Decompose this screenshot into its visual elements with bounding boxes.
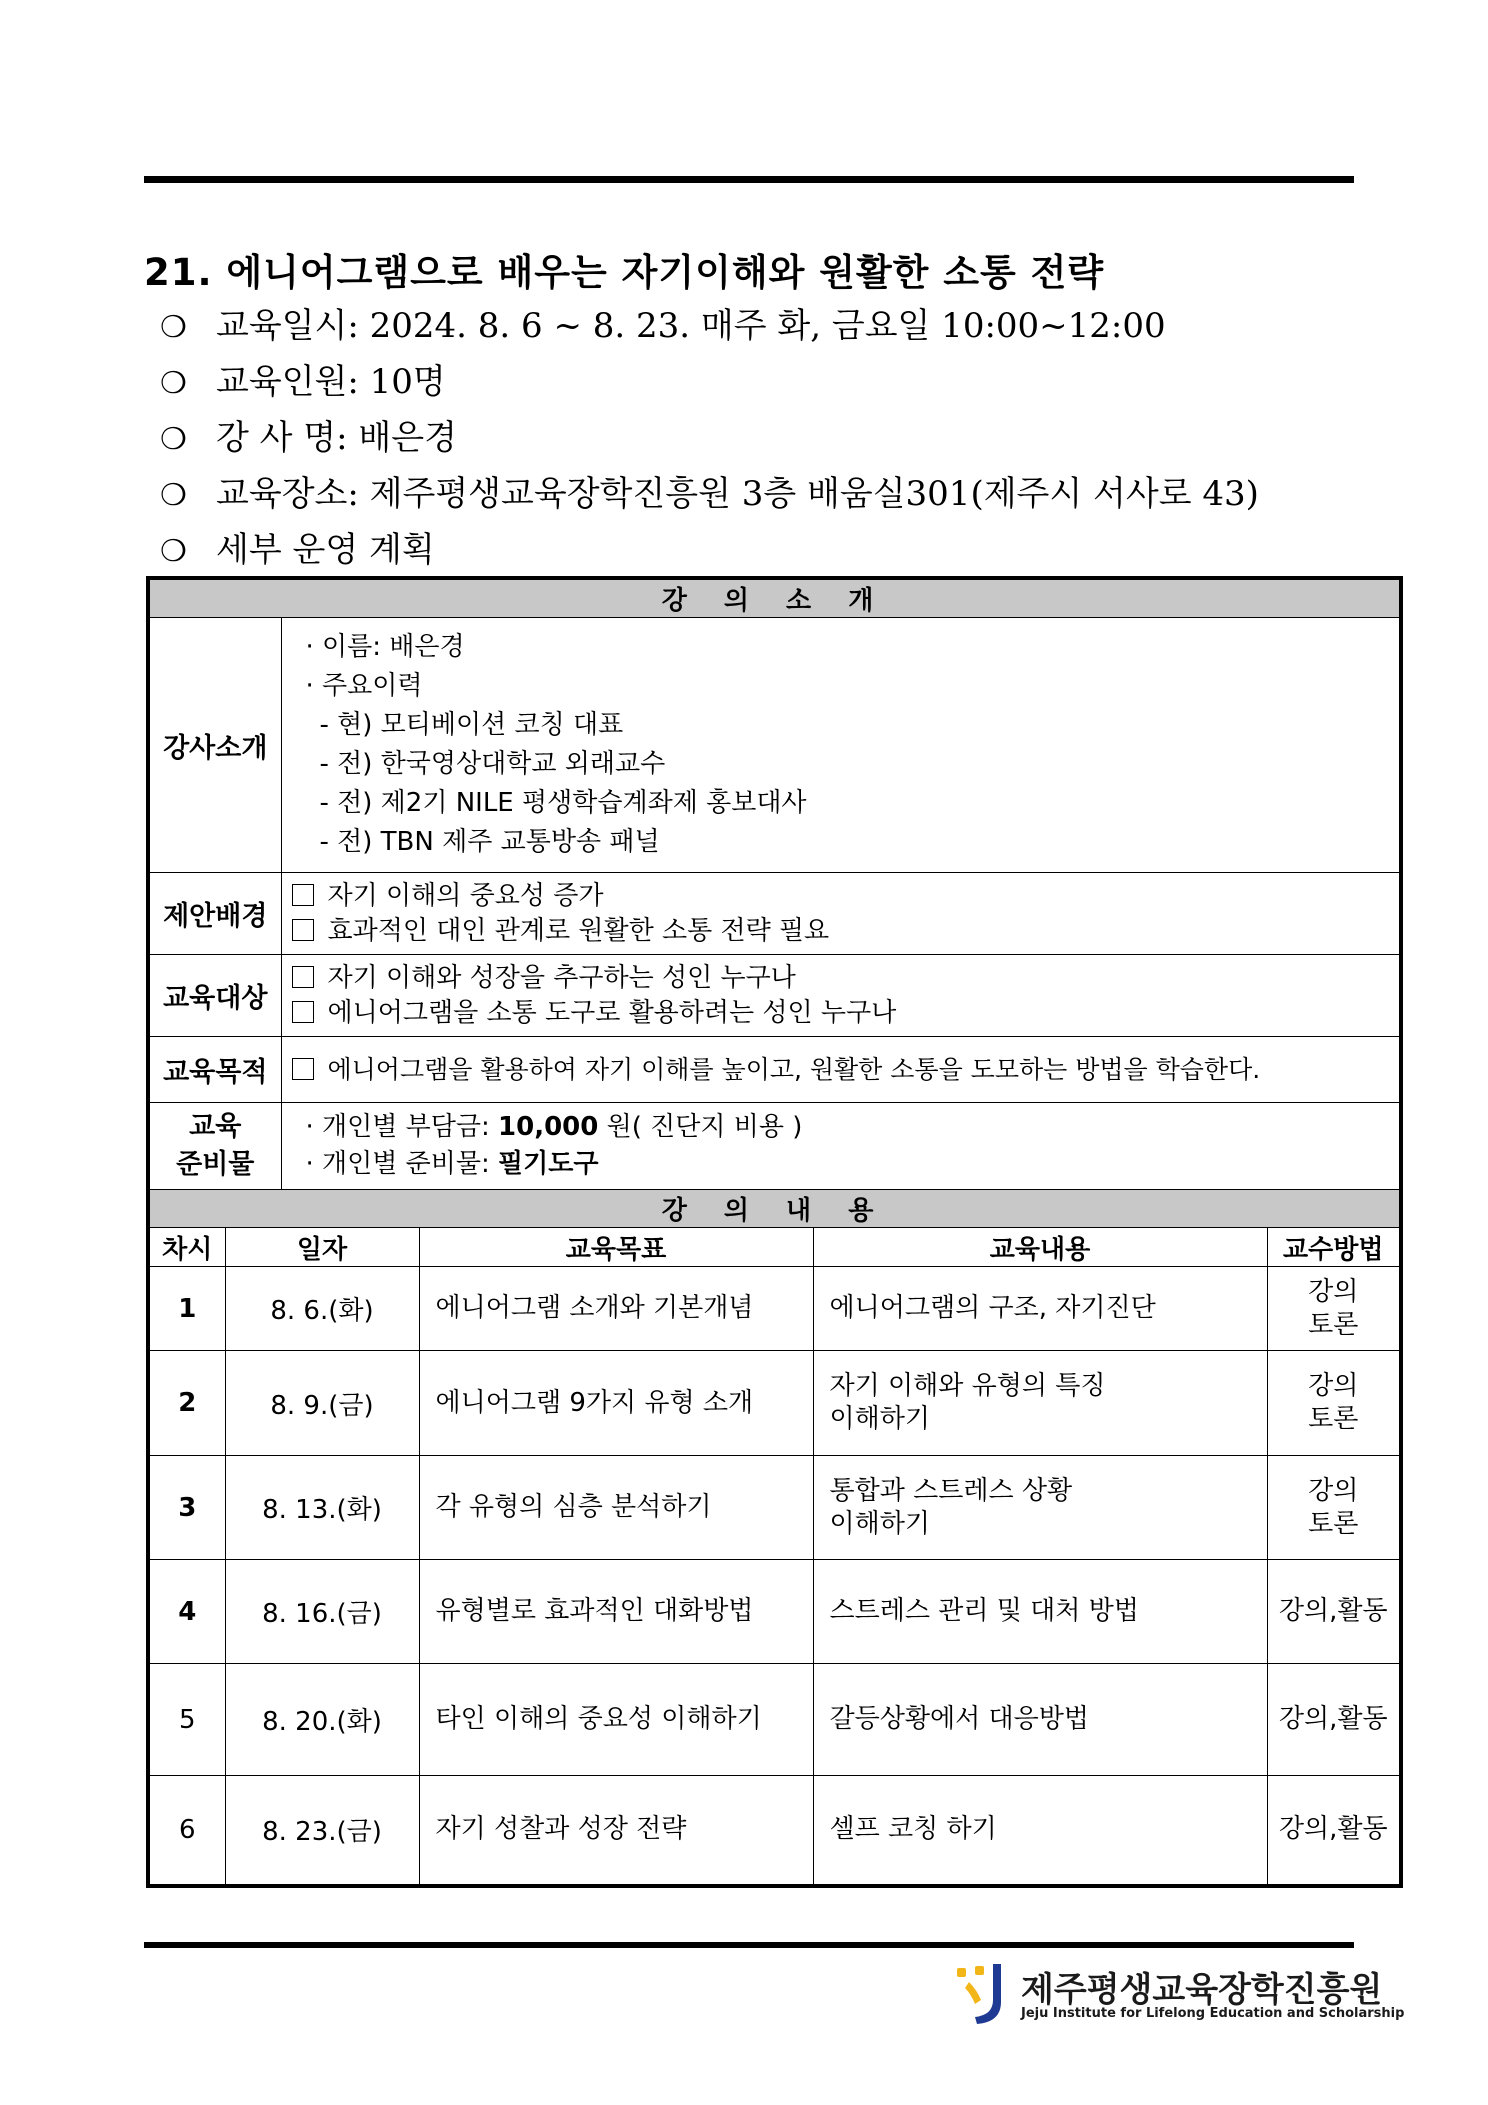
session-goal: 유형별로 효과적인 대화방법 <box>419 1560 813 1664</box>
circle-bullet-icon: ❍ <box>160 310 187 345</box>
background-content <box>281 873 1401 955</box>
materials-label: 교육 준비물 <box>148 1103 281 1190</box>
info-list <box>160 298 1259 578</box>
session-goal: 에니어그램 소개와 기본개념 <box>419 1267 813 1351</box>
checkbox-item: 효과적인 대인 관계로 원활한 소통 전략 필요 <box>292 914 1400 949</box>
fee-line: · 개인별 부담금: 10,000 원( 진단지 비용 ) <box>305 1112 803 1142</box>
table-row <box>148 1664 1401 1776</box>
session-date: 8. 16.(금) <box>225 1560 419 1664</box>
info-item-capacity: ❍ 교육인원: 10명 <box>160 354 1259 410</box>
bottom-rule <box>144 1942 1354 1948</box>
session-number: 6 <box>148 1776 225 1886</box>
column-header-content: 교육내용 <box>813 1228 1267 1267</box>
column-header-goal: 교육목표 <box>419 1228 813 1267</box>
circle-bullet-icon: ❍ <box>160 366 187 401</box>
instructor-name: · 이름: 배은경 <box>305 632 465 662</box>
table-row <box>148 1560 1401 1664</box>
checkbox-item: 에니어그램을 소통 도구로 활용하려는 성인 누구나 <box>292 996 1400 1031</box>
session-goal: 에니어그램 9가지 유형 소개 <box>419 1351 813 1456</box>
career-item: - 전) 한국영상대학교 외래교수 <box>319 749 666 779</box>
supplies-line: · 개인별 준비물: 필기도구 <box>305 1149 599 1179</box>
checkbox-icon <box>292 1001 314 1023</box>
session-number: 4 <box>148 1560 225 1664</box>
purpose-content <box>281 1037 1401 1103</box>
session-goal: 자기 성찰과 성장 전략 <box>419 1776 813 1886</box>
circle-bullet-icon: ❍ <box>160 534 187 569</box>
circle-bullet-icon: ❍ <box>160 478 187 513</box>
top-rule <box>144 176 1354 183</box>
session-number: 2 <box>148 1351 225 1456</box>
session-goal: 각 유형의 심층 분석하기 <box>419 1456 813 1560</box>
institute-logo <box>955 1960 1405 2026</box>
session-date: 8. 20.(화) <box>225 1664 419 1776</box>
checkbox-item: 에니어그램을 활용하여 자기 이해를 높이고, 원활한 소통을 도모하는 방법을 학습한다. <box>292 1052 1400 1087</box>
session-method: 강의,활동 <box>1267 1776 1401 1886</box>
info-item-location: ❍ 교육장소: 제주평생교육장학진흥원 3층 배움실301(제주시 서사로 43) <box>160 466 1259 522</box>
session-method: 강의,활동 <box>1267 1560 1401 1664</box>
info-item-instructor: ❍ 강 사 명: 배은경 <box>160 410 1259 466</box>
table-row <box>148 1267 1401 1351</box>
column-header-session: 차시 <box>148 1228 225 1267</box>
session-date: 8. 23.(금) <box>225 1776 419 1886</box>
plan-table <box>146 576 1403 1888</box>
session-method: 강의 토론 <box>1267 1351 1401 1456</box>
checkbox-item: 자기 이해의 중요성 증가 <box>292 879 1400 914</box>
career-item: - 전) TBN 제주 교통방송 패널 <box>319 827 660 857</box>
purpose-label: 교육목적 <box>148 1037 281 1103</box>
checkbox-icon <box>292 966 314 988</box>
session-goal: 타인 이해의 중요성 이해하기 <box>419 1664 813 1776</box>
session-content: 셀프 코칭 하기 <box>813 1776 1267 1886</box>
instructor-label: 강사소개 <box>148 618 281 873</box>
checkbox-icon <box>292 884 314 906</box>
info-item-date: ❍ 교육일시: 2024. 8. 6 ~ 8. 23. 매주 화, 금요일 10:00~12:00 <box>160 298 1259 354</box>
session-number: 3 <box>148 1456 225 1560</box>
target-label: 교육대상 <box>148 955 281 1037</box>
session-date: 8. 13.(화) <box>225 1456 419 1560</box>
background-label: 제안배경 <box>148 873 281 955</box>
session-content: 갈등상황에서 대응방법 <box>813 1664 1267 1776</box>
session-content: 자기 이해와 유형의 특징 이해하기 <box>813 1351 1267 1456</box>
table-row <box>148 1351 1401 1456</box>
session-date: 8. 6.(화) <box>225 1267 419 1351</box>
target-content <box>281 955 1401 1037</box>
session-method: 강의,활동 <box>1267 1664 1401 1776</box>
checkbox-item: 자기 이해와 성장을 추구하는 성인 누구나 <box>292 961 1400 996</box>
checkbox-icon <box>292 1058 314 1080</box>
institute-emblem-icon <box>955 1960 1017 2026</box>
session-content: 에니어그램의 구조, 자기진단 <box>813 1267 1267 1351</box>
materials-content <box>281 1103 1401 1190</box>
lecture-intro-header: 강 의 소 개 <box>148 578 1401 618</box>
table-row <box>148 1776 1401 1886</box>
column-header-method: 교수방법 <box>1267 1228 1401 1267</box>
lecture-content-header: 강 의 내 용 <box>148 1190 1401 1228</box>
session-method: 강의 토론 <box>1267 1456 1401 1560</box>
session-date: 8. 9.(금) <box>225 1351 419 1456</box>
info-item-plan: ❍ 세부 운영 계획 <box>160 522 1259 578</box>
page-title: 21. 에니어그램으로 배우는 자기이해와 원활한 소통 전략 <box>144 251 1105 294</box>
session-content: 통합과 스트레스 상황 이해하기 <box>813 1456 1267 1560</box>
career-item: - 전) 제2기 NILE 평생학습계좌제 홍보대사 <box>319 788 807 818</box>
session-method: 강의 토론 <box>1267 1267 1401 1351</box>
circle-bullet-icon: ❍ <box>160 422 187 457</box>
session-number: 5 <box>148 1664 225 1776</box>
checkbox-icon <box>292 919 314 941</box>
institute-name-en: Jeju Institute for Lifelong Education and Scholarship <box>1021 2006 1405 2021</box>
table-row <box>148 1456 1401 1560</box>
session-content: 스트레스 관리 및 대처 방법 <box>813 1560 1267 1664</box>
career-item: - 현) 모티베이션 코칭 대표 <box>319 710 624 740</box>
column-header-date: 일자 <box>225 1228 419 1267</box>
career-title: · 주요이력 <box>305 671 423 701</box>
session-number: 1 <box>148 1267 225 1351</box>
institute-name-ko: 제주평생교육장학진흥원 <box>1021 1970 1383 2010</box>
instructor-info <box>281 618 1401 873</box>
